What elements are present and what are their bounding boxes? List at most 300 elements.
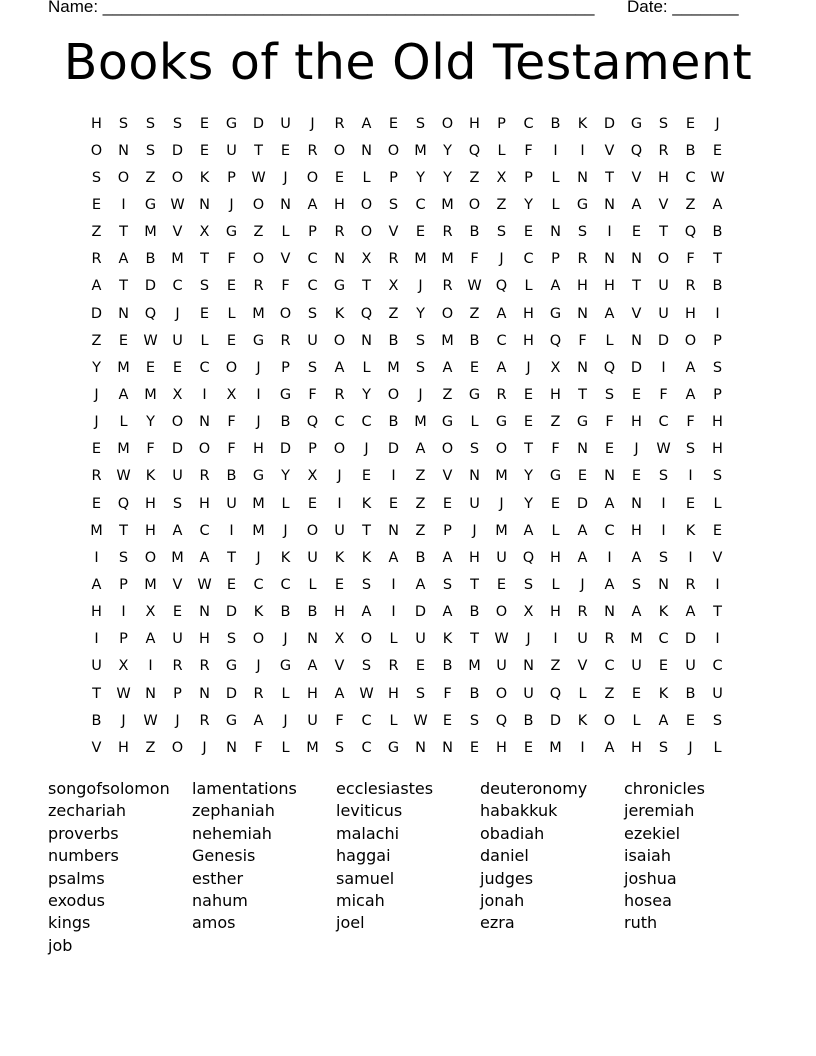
grid-letter: A <box>496 305 507 322</box>
grid-letter: M <box>387 359 400 376</box>
grid-letter: D <box>603 115 616 132</box>
grid-letter: N <box>604 604 615 621</box>
grid-letter: C <box>361 414 372 431</box>
grid-letter: H <box>334 604 345 621</box>
grid-letter: Q <box>117 495 130 512</box>
grid-letter: J <box>121 712 126 729</box>
grid-letter: X <box>496 169 507 186</box>
grid-letter: X <box>226 386 237 403</box>
grid-letter: A <box>604 739 615 756</box>
grid-letter: V <box>631 305 642 322</box>
grid-letter: R <box>199 468 210 485</box>
grid-letter: R <box>334 224 345 241</box>
grid-letter: Q <box>144 305 157 322</box>
word-list-item: isaiah <box>624 846 671 866</box>
grid-letter: L <box>281 495 290 512</box>
grid-letter: V <box>631 169 642 186</box>
grid-letter: H <box>145 495 156 512</box>
grid-letter: F <box>470 251 479 268</box>
grid-letter: G <box>252 332 265 349</box>
grid-letter: U <box>307 712 318 729</box>
grid-letter: I <box>553 142 558 159</box>
grid-letter: A <box>415 576 426 593</box>
grid-letter: B <box>685 685 696 702</box>
grid-letter: I <box>688 549 693 566</box>
grid-letter: H <box>199 495 210 512</box>
grid-letter: A <box>388 549 399 566</box>
grid-letter: N <box>442 739 453 756</box>
grid-letter: O <box>333 142 346 159</box>
grid-letter: D <box>252 115 265 132</box>
grid-letter: S <box>118 549 129 566</box>
grid-letter: E <box>226 332 237 349</box>
grid-letter: D <box>576 495 589 512</box>
grid-letter: N <box>199 414 210 431</box>
grid-letter: P <box>551 251 560 268</box>
grid-letter: R <box>577 251 588 268</box>
grid-letter: Z <box>415 522 426 539</box>
word-list-item: ezra <box>480 913 515 933</box>
grid-letter: I <box>715 631 720 648</box>
grid-letter: Q <box>522 549 535 566</box>
grid-letter: R <box>685 576 696 593</box>
grid-letter: M <box>414 142 427 159</box>
grid-letter: G <box>630 115 643 132</box>
grid-letter: M <box>144 224 157 241</box>
grid-letter: Q <box>549 332 562 349</box>
grid-letter: T <box>119 278 128 295</box>
grid-letter: A <box>604 576 615 593</box>
grid-letter: K <box>334 549 345 566</box>
grid-letter: N <box>388 522 399 539</box>
grid-letter: B <box>523 712 534 729</box>
grid-letter: A <box>523 522 534 539</box>
grid-letter: A <box>631 196 642 213</box>
word-list-item: chronicles <box>624 779 705 798</box>
grid-letter: S <box>415 685 426 702</box>
grid-letter: J <box>94 414 99 431</box>
grid-letter: E <box>496 576 507 593</box>
grid-letter: H <box>523 332 534 349</box>
grid-letter: L <box>713 495 722 512</box>
grid-letter: W <box>143 712 158 729</box>
grid-letter: V <box>280 251 291 268</box>
grid-letter: O <box>117 169 130 186</box>
grid-letter: H <box>685 305 696 322</box>
grid-letter: S <box>361 658 372 675</box>
grid-letter: I <box>94 631 99 648</box>
grid-letter: Z <box>469 305 480 322</box>
grid-letter: J <box>256 414 261 431</box>
grid-letter: Q <box>495 712 508 729</box>
grid-letter: B <box>469 224 480 241</box>
grid-letter: F <box>227 414 236 431</box>
grid-letter: A <box>334 359 345 376</box>
grid-letter: T <box>362 278 371 295</box>
grid-letter: P <box>497 115 506 132</box>
grid-letter: T <box>605 169 614 186</box>
grid-letter: L <box>551 169 560 186</box>
word-list-item: psalms <box>48 868 105 888</box>
grid-letter: K <box>658 604 669 621</box>
grid-letter: K <box>361 495 372 512</box>
grid-letter: Z <box>253 224 264 241</box>
grid-letter: E <box>361 468 372 485</box>
grid-letter: J <box>526 359 531 376</box>
grid-letter: S <box>415 359 426 376</box>
grid-letter: X <box>307 468 318 485</box>
grid-letter: M <box>144 386 157 403</box>
word-list-item: nehemiah <box>192 823 272 843</box>
grid-letter: R <box>280 332 291 349</box>
grid-letter: A <box>658 712 669 729</box>
grid-letter: R <box>604 631 615 648</box>
grid-letter: B <box>415 549 426 566</box>
grid-letter: N <box>361 332 372 349</box>
grid-letter: S <box>307 359 318 376</box>
page-title: Books of the Old Testament <box>63 34 753 91</box>
grid-letter: I <box>607 549 612 566</box>
grid-letter: L <box>551 196 560 213</box>
grid-letter: R <box>172 658 183 675</box>
grid-letter: U <box>658 305 669 322</box>
word-list-item: zephaniah <box>192 801 275 821</box>
grid-letter: I <box>715 576 720 593</box>
grid-letter: T <box>470 576 479 593</box>
grid-letter: S <box>415 332 426 349</box>
grid-letter: F <box>227 441 236 458</box>
grid-letter: W <box>170 196 185 213</box>
grid-letter: U <box>226 495 237 512</box>
grid-letter: H <box>604 278 615 295</box>
grid-letter: K <box>253 604 264 621</box>
grid-letter: X <box>334 631 345 648</box>
header <box>48 0 739 17</box>
grid-letter: E <box>550 495 561 512</box>
grid-letter: S <box>307 305 318 322</box>
grid-letter: C <box>361 712 372 729</box>
grid-letter: Y <box>443 142 452 159</box>
grid-letter: L <box>362 359 371 376</box>
grid-letter: L <box>470 414 479 431</box>
grid-letter: D <box>657 332 670 349</box>
grid-letter: O <box>603 712 616 729</box>
grid-letter: A <box>172 522 183 539</box>
grid-letter: N <box>199 196 210 213</box>
grid-letter: A <box>361 604 372 621</box>
grid-letter: H <box>523 305 534 322</box>
grid-letter: I <box>661 359 666 376</box>
grid-letter: P <box>389 169 398 186</box>
grid-letter: X <box>145 604 156 621</box>
grid-letter: I <box>580 142 585 159</box>
grid-letter: F <box>551 441 560 458</box>
grid-letter: L <box>362 169 371 186</box>
grid-letter: X <box>550 359 561 376</box>
grid-letter: V <box>172 576 183 593</box>
grid-letter: G <box>576 414 589 431</box>
grid-letter: E <box>91 495 102 512</box>
grid-letter: W <box>413 712 428 729</box>
grid-letter: P <box>713 332 722 349</box>
grid-letter: E <box>442 495 453 512</box>
grid-letter: A <box>442 549 453 566</box>
grid-letter: E <box>523 224 534 241</box>
grid-letter: L <box>713 739 722 756</box>
grid-letter: J <box>526 631 531 648</box>
grid-letter: M <box>441 251 454 268</box>
grid-letter: B <box>550 115 561 132</box>
grid-letter: S <box>658 115 669 132</box>
grid-letter: Z <box>604 685 615 702</box>
word-list-item: esther <box>192 868 244 888</box>
grid-letter: E <box>199 115 210 132</box>
grid-letter: P <box>443 522 452 539</box>
grid-letter: H <box>91 604 102 621</box>
grid-letter: S <box>658 468 669 485</box>
grid-letter: N <box>199 604 210 621</box>
grid-letter: F <box>605 414 614 431</box>
grid-letter: O <box>495 604 508 621</box>
grid-letter: I <box>121 604 126 621</box>
grid-letter: U <box>658 278 669 295</box>
grid-letter: Y <box>92 359 101 376</box>
grid-letter: P <box>308 441 317 458</box>
word-list-item: job <box>48 935 73 955</box>
grid-letter: S <box>442 576 453 593</box>
grid-letter: G <box>252 468 265 485</box>
grid-letter: M <box>441 332 454 349</box>
grid-letter: L <box>551 522 560 539</box>
grid-letter: Z <box>91 332 102 349</box>
grid-letter: B <box>442 658 453 675</box>
grid-letter: U <box>307 332 318 349</box>
grid-letter: L <box>227 305 236 322</box>
grid-letter: D <box>90 305 103 322</box>
grid-letter: Z <box>496 196 507 213</box>
grid-letter: E <box>388 495 399 512</box>
grid-letter: I <box>715 305 720 322</box>
grid-letter: E <box>712 142 723 159</box>
grid-letter: L <box>308 576 317 593</box>
grid-letter: O <box>441 305 454 322</box>
grid-letter: V <box>334 658 345 675</box>
grid-letter: K <box>145 468 156 485</box>
grid-letter: U <box>523 685 534 702</box>
grid-letter: G <box>279 658 292 675</box>
grid-letter: A <box>415 441 426 458</box>
grid-letter: P <box>227 169 236 186</box>
word-list-item: numbers <box>48 846 119 866</box>
grid-letter: J <box>580 576 585 593</box>
grid-letter: E <box>658 658 669 675</box>
grid-letter: O <box>225 359 238 376</box>
grid-letter: N <box>469 468 480 485</box>
grid-letter: L <box>200 332 209 349</box>
grid-letter: S <box>658 739 669 756</box>
grid-letter: J <box>175 305 180 322</box>
grid-letter: N <box>631 495 642 512</box>
grid-letter: C <box>280 576 291 593</box>
grid-letter: M <box>117 359 130 376</box>
grid-letter: R <box>307 142 318 159</box>
grid-letter: R <box>685 278 696 295</box>
grid-letter: N <box>334 251 345 268</box>
word-list-item: songofsolomon <box>48 779 170 798</box>
grid-letter: D <box>414 604 427 621</box>
grid-letter: K <box>442 631 453 648</box>
grid-letter: H <box>631 522 642 539</box>
grid-letter: C <box>496 332 507 349</box>
word-list-item: deuteronomy <box>480 779 588 798</box>
grid-letter: W <box>359 685 374 702</box>
grid-letter: U <box>172 631 183 648</box>
grid-letter: U <box>415 631 426 648</box>
word-list-item: daniel <box>480 846 529 866</box>
grid-letter: P <box>173 685 182 702</box>
grid-letter: L <box>281 739 290 756</box>
grid-letter: C <box>172 278 183 295</box>
grid-letter: J <box>688 739 693 756</box>
grid-letter: O <box>657 251 670 268</box>
grid-letter: N <box>604 468 615 485</box>
grid-letter: G <box>225 712 238 729</box>
grid-letter: O <box>441 115 454 132</box>
grid-letter: Q <box>495 278 508 295</box>
grid-letter: V <box>91 739 102 756</box>
grid-letter: R <box>91 251 102 268</box>
grid-letter: Z <box>469 169 480 186</box>
word-list-item: kings <box>48 913 91 933</box>
grid-letter: J <box>283 631 288 648</box>
grid-letter: E <box>226 278 237 295</box>
grid-letter: T <box>524 441 533 458</box>
grid-letter: E <box>307 495 318 512</box>
grid-letter: O <box>90 142 103 159</box>
grid-letter: E <box>91 196 102 213</box>
grid-letter: H <box>712 441 723 458</box>
grid-letter: N <box>118 142 129 159</box>
grid-letter: E <box>415 658 426 675</box>
grid-letter: Q <box>468 142 481 159</box>
word-list-item: ezekiel <box>624 823 681 843</box>
grid-letter: E <box>631 386 642 403</box>
grid-letter: R <box>442 224 453 241</box>
grid-letter: J <box>310 115 315 132</box>
word-list-item: judges <box>480 868 534 888</box>
grid-letter: U <box>685 658 696 675</box>
grid-letter: E <box>91 441 102 458</box>
grid-letter: R <box>253 278 264 295</box>
grid-letter: W <box>143 332 158 349</box>
grid-letter: Z <box>145 169 156 186</box>
grid-letter: E <box>334 576 345 593</box>
grid-letter: E <box>631 685 642 702</box>
grid-letter: V <box>388 224 399 241</box>
word-list-item: joel <box>336 913 365 933</box>
grid-letter: A <box>118 386 129 403</box>
grid-letter: D <box>171 142 184 159</box>
grid-letter: I <box>661 495 666 512</box>
grid-letter: N <box>577 441 588 458</box>
grid-letter: M <box>414 414 427 431</box>
grid-letter: F <box>659 386 668 403</box>
grid-letter: F <box>281 278 290 295</box>
grid-letter: Y <box>362 386 371 403</box>
grid-letter: F <box>686 414 695 431</box>
grid-letter: B <box>388 332 399 349</box>
grid-letter: S <box>604 386 615 403</box>
grid-letter: Y <box>443 169 452 186</box>
grid-letter: A <box>307 658 318 675</box>
grid-letter: H <box>118 739 129 756</box>
grid-letter: R <box>388 658 399 675</box>
grid-letter: N <box>280 196 291 213</box>
grid-letter: J <box>337 468 342 485</box>
grid-letter: E <box>415 224 426 241</box>
grid-letter: F <box>254 739 263 756</box>
grid-letter: R <box>253 685 264 702</box>
grid-letter: J <box>364 441 369 458</box>
grid-letter: J <box>229 196 234 213</box>
grid-letter: N <box>415 739 426 756</box>
grid-letter: O <box>279 305 292 322</box>
grid-letter: E <box>226 576 237 593</box>
word-search-grid <box>83 110 731 761</box>
grid-letter: H <box>631 414 642 431</box>
grid-letter: M <box>252 305 265 322</box>
grid-letter: Z <box>415 495 426 512</box>
grid-letter: M <box>252 495 265 512</box>
grid-letter: H <box>577 278 588 295</box>
grid-letter: O <box>468 196 481 213</box>
grid-letter: N <box>145 685 156 702</box>
grid-letter: T <box>254 142 263 159</box>
grid-letter: I <box>580 739 585 756</box>
grid-letter: N <box>604 196 615 213</box>
grid-letter: B <box>226 468 237 485</box>
grid-letter: O <box>198 441 211 458</box>
grid-letter: L <box>578 685 587 702</box>
grid-letter: W <box>710 169 725 186</box>
grid-letter: M <box>495 522 508 539</box>
grid-letter: E <box>280 142 291 159</box>
grid-letter: H <box>388 685 399 702</box>
grid-letter: X <box>118 658 129 675</box>
word-list-item: samuel <box>336 868 395 888</box>
grid-letter: R <box>334 115 345 132</box>
grid-letter: I <box>256 386 261 403</box>
grid-letter: S <box>496 224 507 241</box>
grid-letter: O <box>144 549 157 566</box>
grid-letter: D <box>225 685 238 702</box>
grid-letter: Q <box>684 224 697 241</box>
grid-letter: S <box>469 441 480 458</box>
grid-letter: O <box>252 196 265 213</box>
grid-letter: O <box>360 196 373 213</box>
grid-letter: G <box>225 115 238 132</box>
grid-letter: A <box>496 359 507 376</box>
grid-letter: V <box>658 196 669 213</box>
grid-letter: J <box>256 359 261 376</box>
grid-letter: T <box>470 631 479 648</box>
grid-letter: U <box>280 115 291 132</box>
grid-letter: W <box>197 576 212 593</box>
grid-letter: Y <box>281 468 290 485</box>
grid-letter: F <box>578 332 587 349</box>
grid-letter: L <box>281 224 290 241</box>
word-list-item: Genesis <box>192 846 256 866</box>
